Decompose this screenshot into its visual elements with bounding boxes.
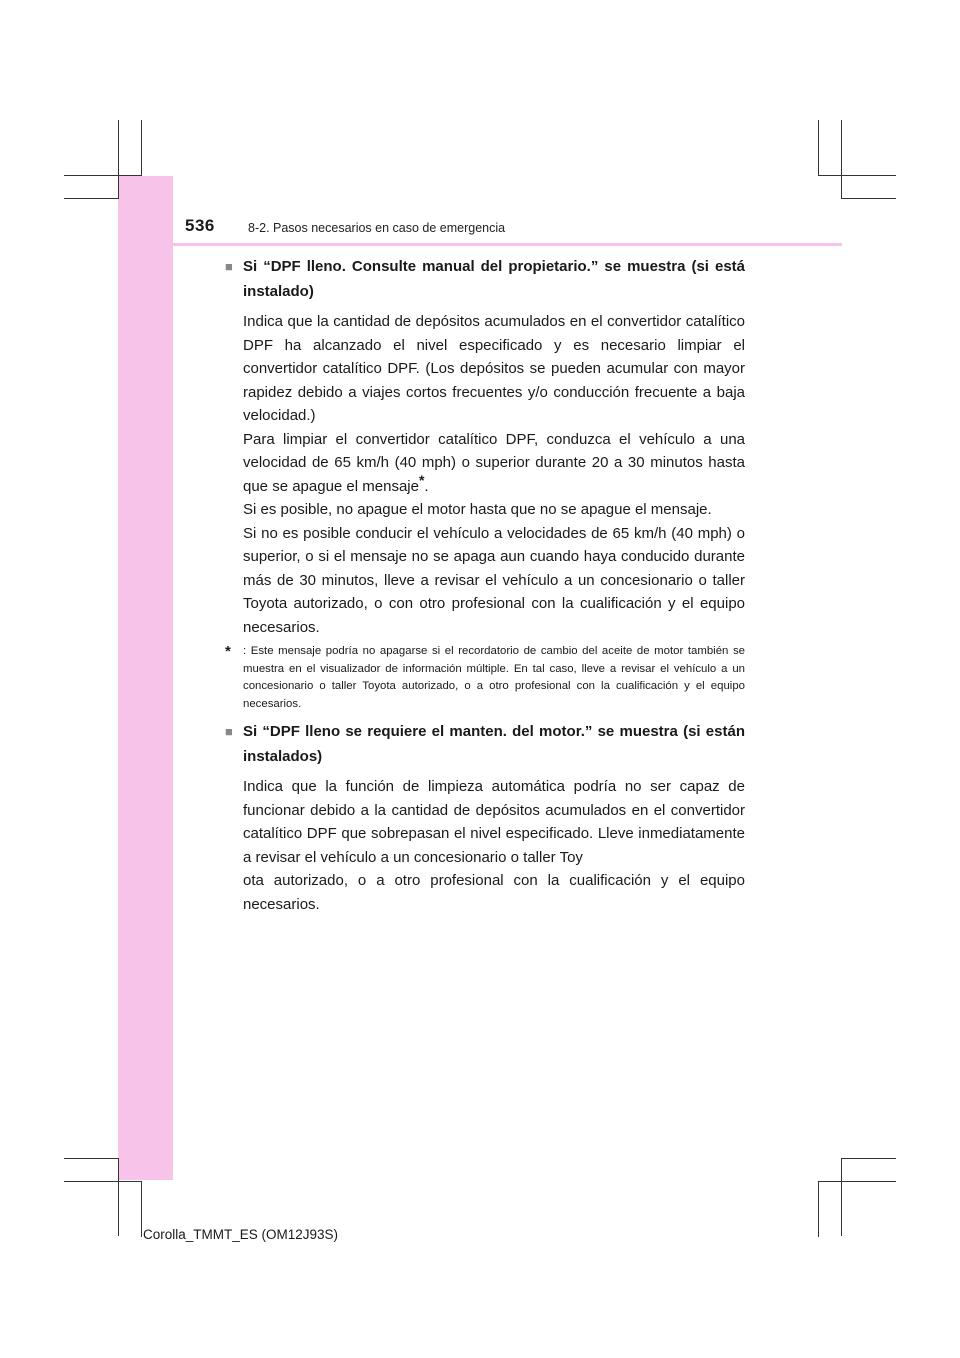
heading-text: Si “DPF lleno se requiere el manten. del motor.” se muestra (si están instalados)	[243, 723, 745, 765]
crop-mark	[818, 1181, 819, 1237]
section-body	[243, 310, 745, 639]
square-bullet-icon: ■	[225, 724, 233, 739]
header-rule	[118, 243, 842, 246]
crop-mark	[141, 1181, 142, 1237]
crop-mark	[64, 1158, 119, 1159]
paragraph: ota autorizado, o a otro profesional con la cualificación y el equipo necesarios.	[243, 872, 745, 913]
square-bullet-icon: ■	[225, 259, 233, 274]
page-number: 536	[185, 216, 215, 235]
page-content	[225, 254, 745, 916]
footnote-text: : Este mensaje podría no apagarse si el recordatorio de cambio del aceite de motor también se muestra en el visualizador de información múltiple. En tal caso, lleve a revisar el vehículo a un concesionario o taller Toyota autorizado, o a otro profesional con la cualificación y el equipo necesarios.	[243, 645, 745, 710]
paragraph: Si no es posible conducir el vehículo a velocidades de 65 km/h (40 mph) o superior, o si el mensaje no se apaga aun cuando haya conducido durante más de 30 minutos, lleve a revisar el vehículo a un concesionario o taller Toyota autorizado, o con otro profesional con la cualificación y el equipo necesarios.	[243, 524, 745, 636]
section-heading	[225, 254, 745, 304]
crop-mark	[818, 1181, 896, 1182]
crop-mark	[841, 198, 896, 199]
paragraph: Indica que la función de limpieza automática podría no ser capaz de funcionar debido a la cantidad de depósitos acumulados en el convertidor catalítico DPF que sobrepasan el nivel especificado. Lleve inmediatamente a revisar el vehículo a un concesionario o taller Toy	[243, 778, 745, 866]
section-title: 8-2. Pasos necesarios en caso de emergencia	[248, 221, 506, 235]
footnote	[225, 643, 745, 713]
crop-mark	[818, 175, 896, 176]
crop-mark	[841, 1158, 842, 1236]
asterisk-mark: *	[418, 471, 425, 488]
heading-text: Si “DPF lleno. Consulte manual del propietario.” se muestra (si está instalado)	[243, 258, 745, 300]
crop-mark	[118, 1158, 119, 1236]
paragraph: Si es posible, no apague el motor hasta que no se apague el mensaje.	[243, 501, 712, 518]
crop-mark	[118, 120, 119, 198]
section-body	[243, 775, 745, 916]
crop-mark	[64, 175, 142, 176]
section-heading	[225, 719, 745, 769]
footer-doc-id: Corolla_TMMT_ES (OM12J93S)	[143, 1227, 339, 1242]
crop-mark	[141, 120, 142, 176]
paragraph: Para limpiar el convertidor catalítico DPF, conduzca el vehículo a una velocidad de 65 km/h (40 mph) o superior durante 20 a 30 minutos hasta que se apague el mensaje*.	[243, 430, 745, 495]
margin-color-bar	[118, 176, 173, 1180]
crop-mark	[64, 198, 119, 199]
crop-mark	[818, 120, 819, 176]
crop-mark	[841, 1158, 896, 1159]
crop-mark	[841, 120, 842, 198]
paragraph: Indica que la cantidad de depósitos acumulados en el convertidor catalítico DPF ha alcanzado el nivel especificado y es necesario limpiar el convertidor catalítico DPF. (Los depósitos se pueden acumular con mayor rapidez debido a viajes cortos frecuentes y/o conducción frecuente a baja velocidad.)	[243, 313, 745, 424]
asterisk-mark: *	[225, 643, 231, 660]
crop-mark	[64, 1181, 142, 1182]
